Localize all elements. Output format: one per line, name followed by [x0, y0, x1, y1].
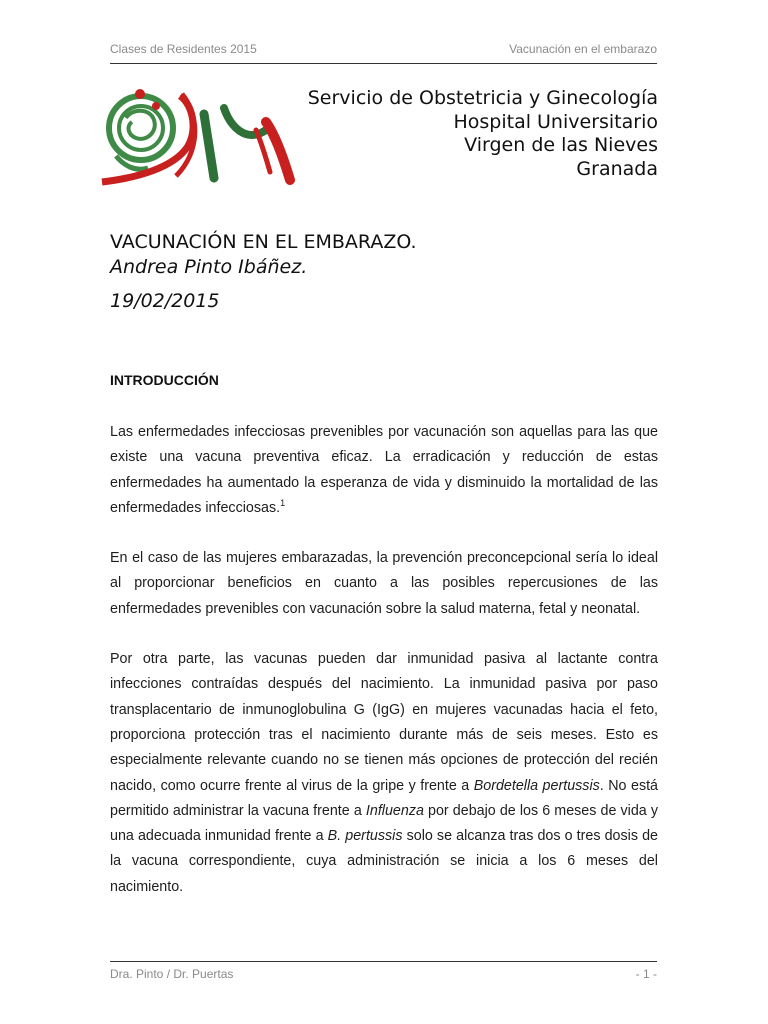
institution-line-2: Hospital Universitario [453, 110, 658, 133]
page-header [110, 42, 657, 56]
header-left: Clases de Residentes 2015 [110, 42, 257, 56]
title-block [110, 230, 417, 314]
footer-divider [110, 961, 657, 962]
paragraph-3-part-4: solo se alcanza tras dos o tres dosis de la vacuna correspondiente, cuya administración se inicia a los 6 meses del nacimiento. [110, 828, 658, 895]
paragraph-2: En el caso de las mujeres embarazadas, la prevención preconcepcional sería lo ideal al proporcionar beneficios en cuanto a las posibles repercusiones de las enfermedades prevenibles con vacunación sobre la salud materna, fetal y neonatal. [110, 550, 658, 617]
paragraph-3-part-1: Por otra parte, las vacunas pueden dar inmunidad pasiva al lactante contra infecciones contraídas después del nacimiento. La inmunidad pasiva por paso transplacentario de inmunoglobulina G (IgG) en mujeres vacunadas hacia el feto, proporciona protección tras el nacimiento durante más de seis meses. Esto es especialmente relevante cuando no se tienen más opciones de protección del recién nacido, como ocurre frente al virus de la gripe y frente a [110, 651, 658, 794]
paragraph-3-part-3: por debajo de los 6 meses de vida y una adecuada inmunidad frente a [110, 802, 658, 845]
virus-influenza: Influenza [365, 802, 424, 819]
body-text [110, 420, 658, 925]
document-author: Andrea Pinto Ibáñez. [110, 256, 308, 278]
institution-line-4: Granada [576, 157, 658, 180]
paragraph-3 [110, 647, 658, 900]
institution-line-1: Servicio de Obstetricia y Ginecología [307, 87, 658, 109]
page-number: - 1 - [635, 967, 657, 981]
document-title: VACUNACIÓN EN EL EMBARAZO. [110, 231, 417, 253]
institution-line-3: Virgen de las Nieves [464, 134, 658, 156]
reference-superscript: 1 [280, 498, 286, 509]
paragraph-3-part-2: . No está permitido administrar la vacuna frente a [110, 777, 659, 819]
hospital-logo-icon [96, 86, 296, 186]
header-divider [110, 63, 657, 64]
document-date: 19/02/2015 [110, 290, 220, 312]
species-b-pertussis: B. pertussis [327, 828, 403, 845]
footer-authors: Dra. Pinto / Dr. Puertas [110, 967, 234, 981]
header-right: Vacunación en el embarazo [509, 42, 657, 56]
institution-block [308, 87, 658, 181]
species-bordetella: Bordetella pertussis [473, 777, 600, 794]
page-footer [110, 967, 657, 981]
paragraph-1 [110, 420, 658, 521]
paragraph-1-text: Las enfermedades infecciosas prevenibles por vacunación son aquellas para las que existe una vacuna preventiva eficaz. La erradicación y reducción de estas enfermedades ha aumentado la esperanza de vida y disminuido la mortalidad de las enfermedades infecciosas. [110, 424, 658, 516]
section-heading: INTRODUCCIÓN [110, 372, 219, 388]
